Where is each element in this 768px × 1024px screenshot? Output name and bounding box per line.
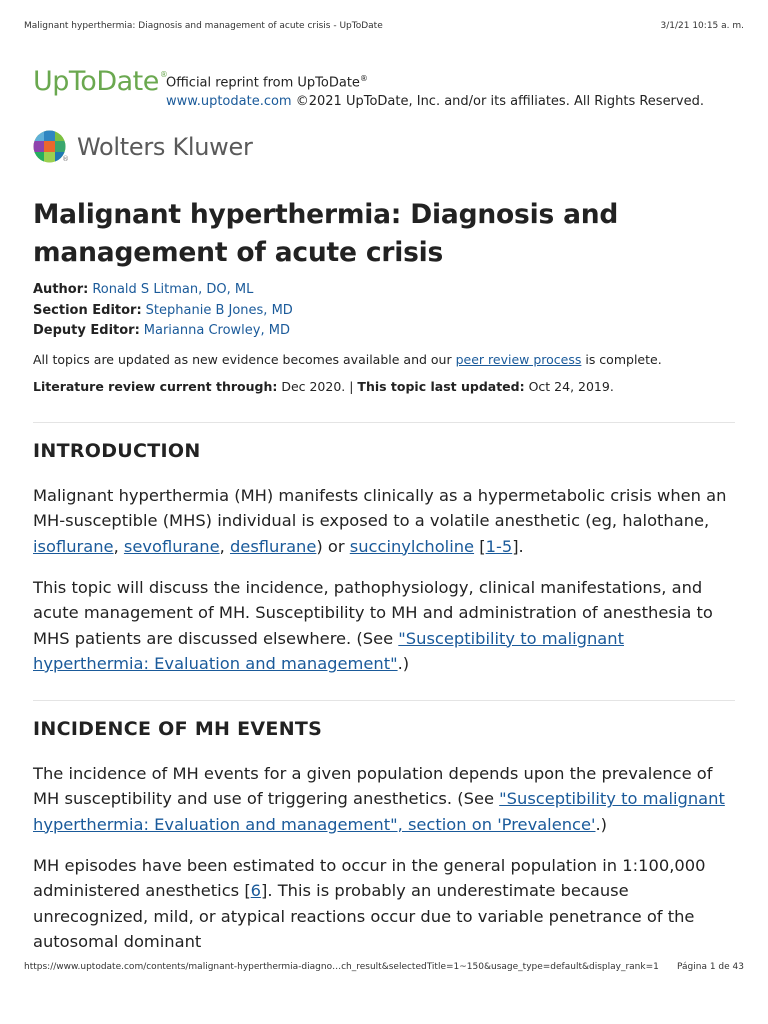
update-note-end: is complete. bbox=[581, 352, 662, 367]
section-heading-incidence: INCIDENCE OF MH EVENTS bbox=[33, 718, 323, 740]
intro-p2-end: .) bbox=[397, 653, 410, 673]
author-label: Author: bbox=[33, 282, 89, 297]
intro-p1-sep1: , bbox=[113, 536, 124, 556]
prevalence-section-link[interactable]: "Susceptibility to malignant hyperthermia: Evaluation and management", section on 'Prevalence' bbox=[33, 789, 725, 834]
inc-p1-end: .) bbox=[595, 814, 608, 834]
reprint-text: Official reprint from UpToDate bbox=[166, 75, 360, 91]
intro-p1-bracket-close: ]. bbox=[512, 536, 524, 556]
lit-value: Dec 2020. | bbox=[277, 379, 358, 394]
print-footer-page: Página 1 de 43 bbox=[677, 962, 744, 972]
copyright-line bbox=[166, 92, 704, 111]
wk-reg: ® bbox=[62, 155, 69, 163]
deputy-editor-line bbox=[33, 323, 290, 338]
peer-review-link[interactable]: peer review process bbox=[455, 352, 582, 367]
deputy-editor-link[interactable]: Marianna Crowley, MD bbox=[143, 323, 290, 338]
reprint-notice bbox=[166, 69, 704, 111]
intro-paragraph-1 bbox=[33, 483, 738, 559]
update-note-text: All topics are updated as new evidence becomes available and our bbox=[33, 352, 456, 367]
intro-p1-sep2: , bbox=[219, 536, 230, 556]
updated-value: Oct 24, 2019. bbox=[524, 379, 614, 394]
intro-p1-bracket-open: [ bbox=[474, 536, 486, 556]
print-footer-url: https://www.uptodate.com/contents/malignant-hyperthermia-diagno…ch_result&selectedTitle=1~150&usage_type=default&display_rank=1 bbox=[24, 962, 659, 972]
print-header-title: Malignant hyperthermia: Diagnosis and management of acute crisis - UpToDate bbox=[24, 21, 383, 31]
wolters-kluwer-logo bbox=[33, 130, 253, 163]
lit-label: Literature review current through: bbox=[33, 379, 278, 394]
copyright-text: ©2021 UpToDate, Inc. and/or its affiliates. All Rights Reserved. bbox=[291, 94, 704, 110]
author-line bbox=[33, 282, 253, 297]
intro-p1-sep3: ) or bbox=[316, 536, 350, 556]
updated-label: This topic last updated: bbox=[357, 379, 525, 394]
section-editor-line bbox=[33, 303, 293, 318]
uptodate-logo bbox=[33, 66, 167, 97]
reference-link-1-5[interactable]: 1-5 bbox=[485, 536, 513, 556]
intro-p1-text: Malignant hyperthermia (MH) manifests clinically as a hypermetabolic crisis when an MH-susceptible (MHS) individual is exposed to a volatile anesthetic (eg, halothane, bbox=[33, 486, 727, 531]
reprint-reg: ® bbox=[359, 74, 368, 83]
author-link[interactable]: Ronald S Litman, DO, ML bbox=[92, 282, 254, 297]
desflurane-link[interactable]: desflurane bbox=[229, 536, 317, 556]
inc-p2-rest: ]. This is probably an underestimate because unrecognized, mild, or atypical reactions occur due to variable penetrance of the autosomal dominant bbox=[33, 881, 695, 951]
reference-link-6[interactable]: 6 bbox=[250, 881, 262, 901]
section-heading-introduction: INTRODUCTION bbox=[33, 440, 201, 462]
section-editor-link[interactable]: Stephanie B Jones, MD bbox=[145, 303, 293, 318]
incidence-paragraph-1 bbox=[33, 761, 738, 837]
divider bbox=[33, 422, 735, 423]
update-note bbox=[33, 352, 662, 367]
wk-logo-text: Wolters Kluwer bbox=[77, 132, 253, 161]
deputy-editor-label: Deputy Editor: bbox=[33, 323, 140, 338]
divider bbox=[33, 700, 735, 701]
print-header-datetime: 3/1/21 10:15 a. m. bbox=[660, 21, 744, 31]
susceptibility-topic-link[interactable]: "Susceptibility to malignant hyperthermia: Evaluation and management" bbox=[33, 628, 624, 673]
article-title: Malignant hyperthermia: Diagnosis and management of acute crisis bbox=[33, 199, 619, 268]
literature-review-line bbox=[33, 379, 614, 394]
sevoflurane-link[interactable]: sevoflurane bbox=[123, 536, 220, 556]
inc-p1-text: The incidence of MH events for a given population depends upon the prevalence of MH susceptibility and use of triggering anesthetics. (See bbox=[33, 764, 713, 809]
site-link[interactable]: www.uptodate.com bbox=[166, 94, 292, 110]
uptodate-logo-reg: ® bbox=[159, 70, 168, 79]
isoflurane-link[interactable]: isoflurane bbox=[33, 536, 114, 556]
incidence-paragraph-2 bbox=[33, 853, 738, 954]
uptodate-logo-text: UpToDate bbox=[33, 66, 159, 97]
succinylcholine-link[interactable]: succinylcholine bbox=[349, 536, 475, 556]
inc-p2-text: MH episodes have been estimated to occur in the general population in 1:100,000 administered anesthetics [ bbox=[33, 856, 706, 901]
reprint-line bbox=[166, 69, 704, 92]
section-editor-label: Section Editor: bbox=[33, 303, 142, 318]
intro-p2-text: This topic will discuss the incidence, pathophysiology, clinical manifestations, and acute management of MH. Susceptibility to MH and administration of anesthesia to MHS patients are discussed elsewhere. (See bbox=[33, 578, 713, 648]
intro-paragraph-2 bbox=[33, 575, 738, 676]
